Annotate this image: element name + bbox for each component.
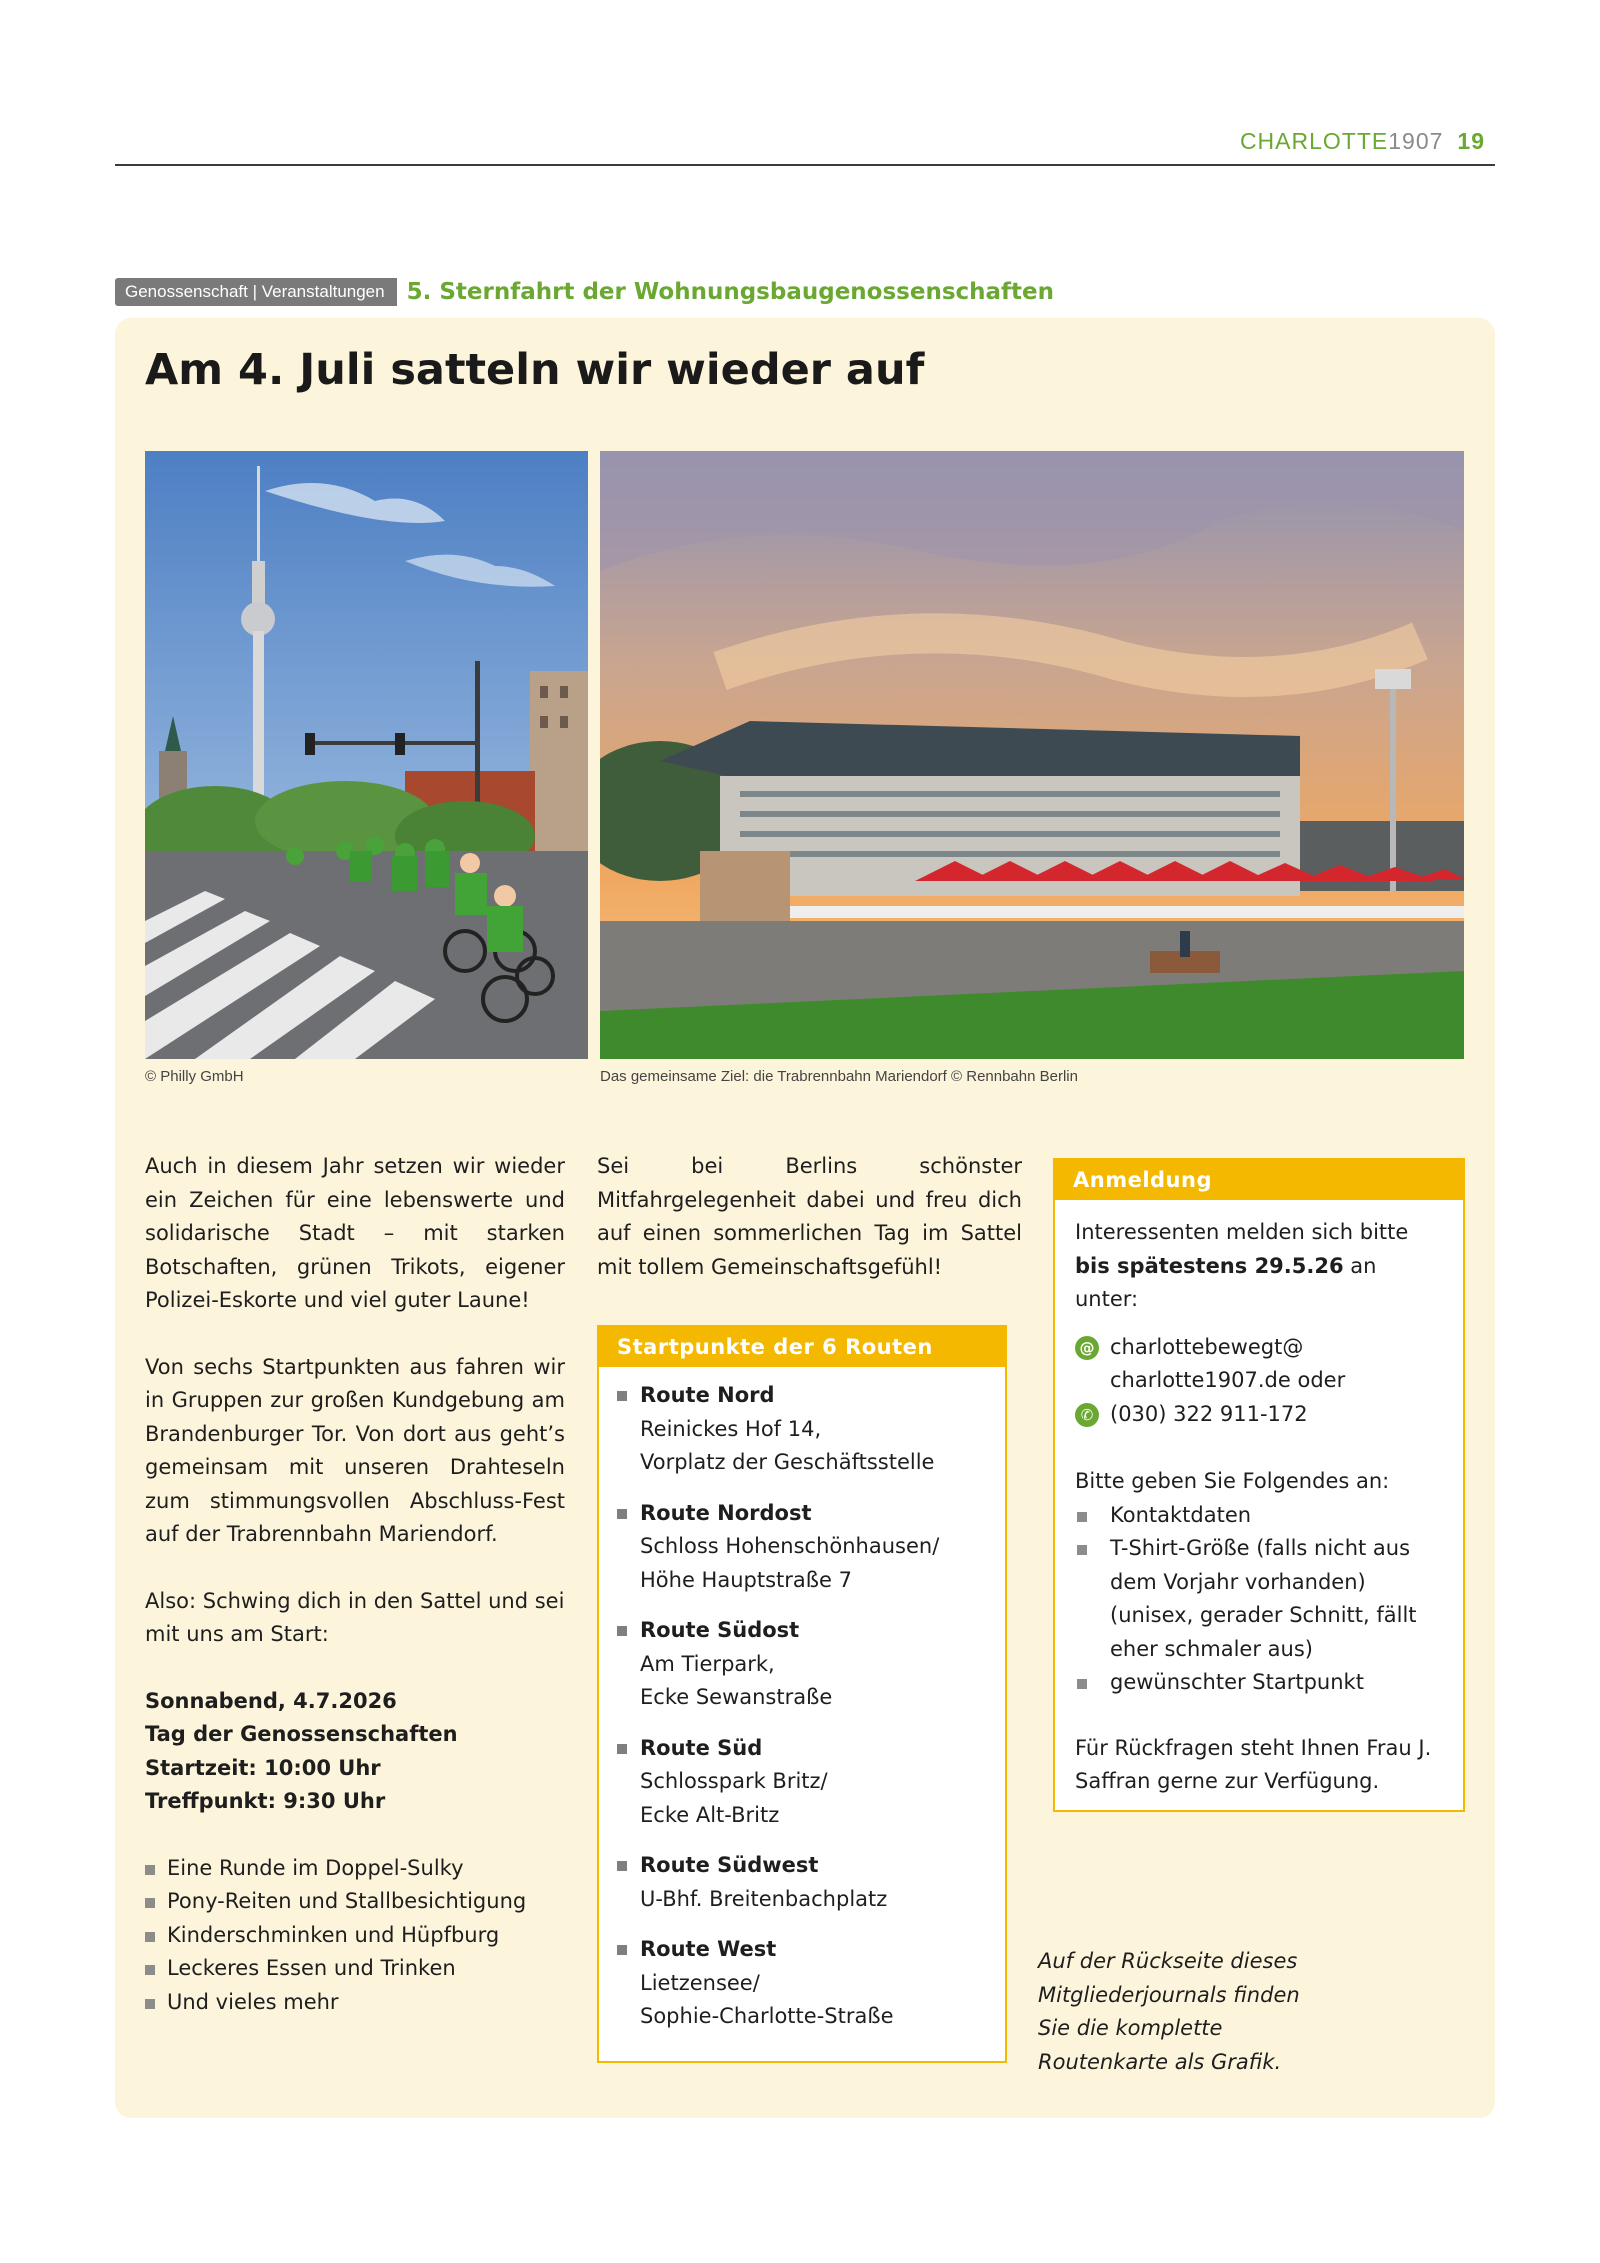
list-item: Kontaktdaten xyxy=(1075,1499,1443,1533)
event-start-time: Startzeit: 10:00 Uhr xyxy=(145,1755,381,1780)
route-address: Ecke Alt-Britz xyxy=(640,1802,780,1827)
magazine-brand: CHARLOTTE xyxy=(1239,128,1389,154)
route-name: Route Südwest xyxy=(640,1853,819,1877)
list-item: gewünschter Startpunkt xyxy=(1075,1666,1443,1700)
backpage-note: Auf der Rückseite dieses Mitgliederjournals finden Sie die komplette Routenkarte als Grafik. xyxy=(1038,1949,1300,2074)
list-item: Leckeres Essen und Trinken xyxy=(145,1952,565,1986)
list-item xyxy=(617,1933,987,2034)
photo-credit-left: © Philly GmbH xyxy=(145,1068,244,1085)
email-icon: @ xyxy=(1075,1336,1099,1360)
route-address: Ecke Sewanstraße xyxy=(640,1685,833,1709)
routes-box-title: Startpunkte der 6 Routen xyxy=(599,1327,1005,1367)
route-address: Vorplatz der Geschäftsstelle xyxy=(640,1450,935,1474)
list-item: Eine Runde im Doppel-Sulky xyxy=(145,1852,565,1886)
route-address: U-Bhf. Breitenbachplatz xyxy=(640,1886,888,1911)
route-address: Am Tierpark, xyxy=(640,1651,775,1676)
section-tag: Genossenschaft | Veranstaltungen xyxy=(115,278,397,306)
header-divider xyxy=(115,164,1495,166)
event-name: Tag der Genossenschaften xyxy=(145,1722,458,1746)
event-meeting-time: Treffpunkt: 9:30 Uhr xyxy=(145,1789,386,1813)
route-address: Lietzensee/ xyxy=(640,1970,760,1995)
event-details xyxy=(145,1685,565,1819)
signup-box xyxy=(1053,1158,1465,1812)
phone-icon: ✆ xyxy=(1075,1403,1099,1427)
article-headline: Am 4. Juli satteln wir wieder auf xyxy=(145,345,925,395)
running-head xyxy=(1240,128,1485,155)
kicker-title: 5. Sternfahrt der Wohnungsbaugenossenschaften xyxy=(406,279,1055,305)
list-item: T-Shirt-Größe (falls nicht aus dem Vorjahr vorhanden) (unisex, gerader Schnitt, fällt eher schmaler aus) xyxy=(1075,1532,1443,1666)
page-number: 19 xyxy=(1457,128,1485,154)
signup-closing: Für Rückfragen steht Ihnen Frau J. Saffran gerne zur Verfügung. xyxy=(1075,1735,1432,1793)
list-item xyxy=(617,1379,987,1480)
article-column-1 xyxy=(145,1150,565,2019)
list-item xyxy=(617,1497,987,1598)
magazine-brand-number: 1907 xyxy=(1388,128,1444,154)
list-item: Pony-Reiten und Stallbesichtigung xyxy=(145,1885,565,1919)
routes-list xyxy=(599,1367,1005,2034)
routes-box xyxy=(597,1325,1007,2063)
paragraph-call: Also: Schwing dich in den Sattel und sei mit uns am Start: xyxy=(145,1588,565,1646)
paragraph-routes: Von sechs Startpunkten aus fahren wir in Gruppen zur großen Kundgebung am Brandenburger Tor. Von dort aus geht’s gemeinsam mit unseren Drahteseln zum stimmungsvollen Abschluss-Fest auf der Trabrennbahn Mariendorf. xyxy=(145,1354,565,1546)
route-name: Route Südost xyxy=(640,1618,800,1642)
phone-contact[interactable] xyxy=(1075,1398,1443,1432)
signup-intro-suffix: an unter: xyxy=(1075,1253,1377,1311)
email-address-line2[interactable]: charlotte1907.de oder xyxy=(1110,1368,1346,1392)
info-heading: Bitte geben Sie Folgendes an: xyxy=(1075,1469,1390,1493)
list-item xyxy=(617,1849,987,1916)
route-name: Route Nord xyxy=(640,1383,775,1407)
email-address-line1[interactable]: charlottebewegt@ xyxy=(1110,1334,1304,1359)
route-name: Route West xyxy=(640,1937,777,1961)
highlights-list xyxy=(145,1852,565,2020)
photo-caption-right: Das gemeinsame Ziel: die Trabrennbahn Mariendorf © Rennbahn Berlin xyxy=(600,1068,1078,1085)
signup-intro-text: Interessenten melden sich bitte xyxy=(1075,1220,1409,1244)
route-address: Sophie-Charlotte-Straße xyxy=(640,2004,894,2028)
event-date: Sonnabend, 4.7.2026 xyxy=(145,1688,397,1713)
signup-intro xyxy=(1075,1216,1443,1317)
list-item xyxy=(617,1614,987,1715)
kicker xyxy=(115,278,1054,306)
info-list xyxy=(1075,1499,1443,1700)
paragraph-intro: Auch in diesem Jahr setzen wir wieder ein Zeichen für eine lebenswerte und solidarische Stadt – mit starken Botschaften, grünen Trikots, eigener Polizei-Eskorte und viel guter Laune! xyxy=(145,1154,565,1312)
phone-number[interactable]: (030) 322 911-172 xyxy=(1110,1401,1308,1426)
signup-deadline: bis spätestens 29.5.26 xyxy=(1075,1253,1344,1278)
list-item xyxy=(617,1732,987,1833)
signup-body xyxy=(1055,1200,1463,1799)
email-contact[interactable] xyxy=(1075,1331,1443,1398)
route-address: Höhe Hauptstraße 7 xyxy=(640,1567,852,1592)
signup-box-title: Anmeldung xyxy=(1055,1160,1463,1200)
list-item: Und vieles mehr xyxy=(145,1986,565,2020)
route-address: Schloss Hohenschönhausen/ xyxy=(640,1534,940,1558)
list-item: Kinderschminken und Hüpfburg xyxy=(145,1919,565,1953)
article-column-2 xyxy=(597,1150,1022,1317)
paragraph-invite: Sei bei Berlins schönster Mitfahrgelegenheit dabei und freu dich auf einen sommerlichen Tag im Sattel mit tollem Gemeinschaftsgefühl! xyxy=(597,1154,1022,1279)
route-name: Route Süd xyxy=(640,1735,763,1760)
photo-trabrennbahn-mariendorf xyxy=(600,451,1464,1059)
photo-cyclists-tv-tower xyxy=(145,451,588,1059)
route-address: Reinickes Hof 14, xyxy=(640,1416,822,1441)
route-name: Route Nordost xyxy=(640,1500,812,1525)
route-address: Schlosspark Britz/ xyxy=(640,1769,828,1793)
